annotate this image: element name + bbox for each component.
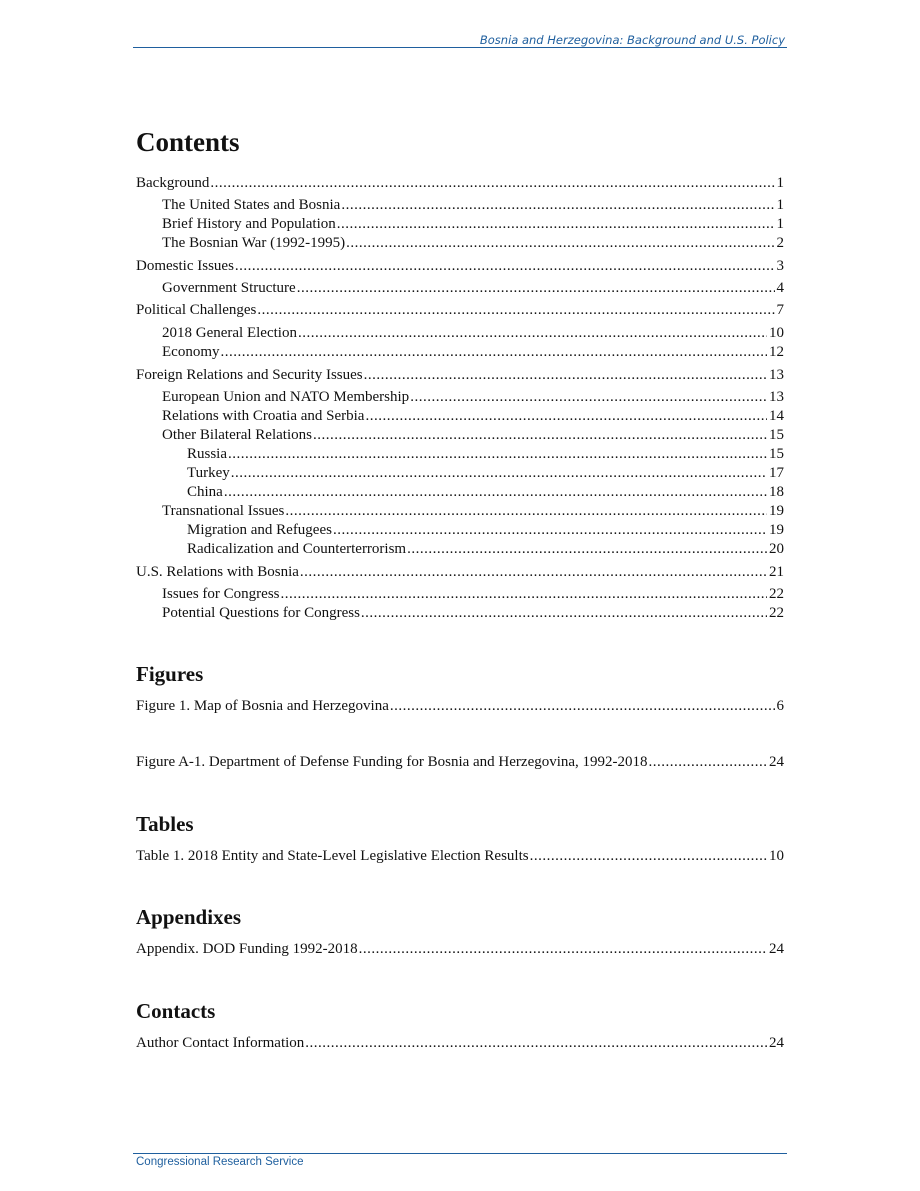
toc-entry-page: 10 [769,848,784,864]
header-rule [133,47,787,48]
toc-entry-label: China [187,484,223,500]
toc-entry-page: 21 [769,564,784,580]
toc-entry-page: 13 [769,367,784,383]
toc-entry-label: European Union and NATO Membership [162,389,410,405]
toc-entry-page: 10 [769,325,784,341]
toc-entry-transnational-issues[interactable] [162,501,784,521]
toc-entry-label: Russia [187,446,228,462]
toc-entry-page: 22 [769,605,784,621]
toc-entry-page: 1 [776,175,784,191]
dot-leader [364,365,767,385]
toc-entry-page: 4 [776,280,784,296]
toc-entry-label: Political Challenges [136,302,257,318]
toc-entry-government-structure[interactable] [162,278,784,298]
toc-entry-label: U.S. Relations with Bosnia [136,564,299,580]
tables-title: Tables [136,812,194,836]
toc-entry-united-states-and-bosnia[interactable] [162,195,784,215]
toc-entry-page: 15 [769,446,784,462]
toc-entry-page: 12 [769,344,784,360]
contact-entry-author[interactable] [136,1033,784,1053]
toc-entry-page: 24 [769,1035,784,1051]
toc-entry-page: 22 [769,586,784,602]
figures-title: Figures [136,662,204,686]
toc-entry-page: 6 [776,698,784,714]
dot-leader [390,696,775,716]
toc-entry-label: Relations with Croatia and Serbia [162,408,365,424]
toc-entry-label: The Bosnian War (1992-1995) [162,235,346,251]
dot-leader [407,539,767,559]
toc-entry-political-challenges[interactable] [136,300,784,320]
toc-entry-label: Issues for Congress [162,586,280,602]
footer-rule [133,1153,787,1154]
toc-entry-page: 19 [769,522,784,538]
dot-leader [281,584,768,604]
toc-entry-potential-questions[interactable] [162,603,784,623]
toc-entry-label: Economy [162,344,220,360]
toc-entry-russia[interactable] [187,444,784,464]
toc-entry-page: 3 [776,258,784,274]
dot-leader [297,278,775,298]
dot-leader [224,482,767,502]
dot-leader [305,1033,767,1053]
toc-entry-label: Figure 1. Map of Bosnia and Herzegovina [136,698,389,714]
toc-entry-page: 18 [769,484,784,500]
running-header: Bosnia and Herzegovina: Background and U.S. Policy [479,33,785,47]
dot-leader [530,846,767,866]
toc-entry-2018-general-election[interactable] [162,323,784,343]
toc-entry-page: 24 [769,754,784,770]
toc-entry-label: Other Bilateral Relations [162,427,312,443]
toc-entry-foreign-relations[interactable] [136,365,784,385]
toc-entry-label: Table 1. 2018 Entity and State-Level Legislative Election Results [136,848,529,864]
dot-leader [228,444,767,464]
toc-entry-us-relations[interactable] [136,562,784,582]
toc-entry-label: Migration and Refugees [187,522,332,538]
toc-entry-page: 19 [769,503,784,519]
toc-entry-migration-refugees[interactable] [187,520,784,540]
dot-leader [300,562,767,582]
figure-entry-map[interactable] [136,696,784,716]
toc-entry-page: 1 [776,197,784,213]
dot-leader [359,939,767,959]
dot-leader [649,752,767,772]
dot-leader [333,520,767,540]
toc-entry-page: 2 [776,235,784,251]
toc-entry-background[interactable] [136,173,784,193]
toc-entry-page: 20 [769,541,784,557]
dot-leader [313,425,767,445]
toc-entry-label: Figure A-1. Department of Defense Funding for Bosnia and Herzegovina, 1992-2018 [136,754,648,770]
toc-entry-page: 17 [769,465,784,481]
footer-publisher: Congressional Research Service [136,1156,304,1168]
toc-entry-label: Transnational Issues [162,503,285,519]
toc-entry-label: Author Contact Information [136,1035,305,1051]
toc-entry-croatia-serbia[interactable] [162,406,784,426]
toc-entry-label: Background [136,175,210,191]
dot-leader [235,256,775,276]
dot-leader [210,173,774,193]
appendixes-title: Appendixes [136,905,242,929]
contacts-title: Contacts [136,999,216,1023]
toc-entry-label: Appendix. DOD Funding 1992-2018 [136,941,358,957]
toc-entry-page: 24 [769,941,784,957]
toc-entry-page: 13 [769,389,784,405]
toc-entry-china[interactable] [187,482,784,502]
toc-entry-radicalization[interactable] [187,539,784,559]
toc-entry-label: Brief History and Population [162,216,336,232]
toc-entry-label: Domestic Issues [136,258,234,274]
toc-entry-page: 15 [769,427,784,443]
toc-entry-label: Government Structure [162,280,296,296]
dot-leader [285,501,767,521]
dot-leader [231,463,767,483]
contents-title: Contents [136,127,240,157]
table-entry-election-results[interactable] [136,846,784,866]
toc-entry-brief-history[interactable] [162,214,784,234]
toc-entry-eu-nato-membership[interactable] [162,387,784,407]
toc-entry-label: Potential Questions for Congress [162,605,360,621]
dot-leader [365,406,767,426]
dot-leader [337,214,775,234]
toc-entry-economy[interactable] [162,342,784,362]
figure-entry-dod-funding[interactable] [136,752,784,772]
toc-entry-label: Turkey [187,465,230,481]
dot-leader [221,342,768,362]
toc-entry-page: 7 [776,302,784,318]
dot-leader [346,233,774,253]
toc-entry-label: Radicalization and Counterterrorism [187,541,407,557]
toc-entry-issues-for-congress[interactable] [162,584,784,604]
dot-leader [298,323,767,343]
dot-leader [410,387,767,407]
toc-entry-other-bilateral-relations[interactable] [162,425,784,445]
toc-entry-page: 1 [776,216,784,232]
toc-entry-bosnian-war[interactable] [162,233,784,253]
toc-entry-label: 2018 General Election [162,325,297,341]
toc-entry-label: Foreign Relations and Security Issues [136,367,363,383]
toc-entry-label: The United States and Bosnia [162,197,341,213]
dot-leader [341,195,774,215]
dot-leader [257,300,774,320]
toc-entry-domestic-issues[interactable] [136,256,784,276]
toc-entry-page: 14 [769,408,784,424]
appendix-entry-dod-funding[interactable] [136,939,784,959]
toc-entry-turkey[interactable] [187,463,784,483]
dot-leader [361,603,767,623]
